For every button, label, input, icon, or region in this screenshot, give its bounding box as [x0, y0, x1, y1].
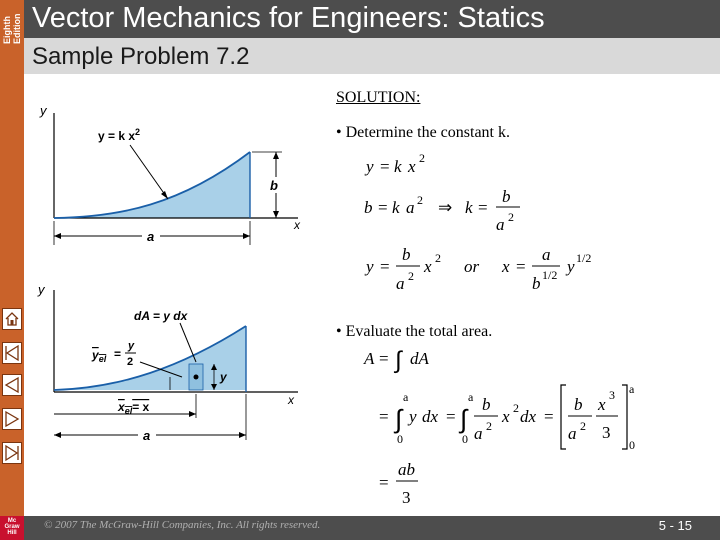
- svg-text:2: 2: [417, 193, 423, 207]
- equations-constant-k: [360, 145, 610, 295]
- svg-text:=: =: [516, 257, 526, 276]
- svg-text:0: 0: [397, 432, 403, 446]
- shaded-area: [54, 152, 250, 218]
- svg-text:3: 3: [602, 423, 611, 442]
- svg-text:y: y: [409, 407, 417, 426]
- first-slide-button[interactable]: [2, 342, 22, 364]
- svg-text:a: a: [629, 382, 635, 396]
- last-slide-button[interactable]: [2, 442, 22, 464]
- y-axis-label: y: [38, 282, 45, 297]
- svg-text:1/2: 1/2: [576, 251, 592, 265]
- next-slide-icon: [3, 409, 21, 429]
- svg-text:b: b: [364, 198, 373, 217]
- eq-y-kx2: [364, 151, 425, 176]
- page-number: 5 - 15: [658, 518, 692, 533]
- svg-text:x: x: [502, 257, 510, 276]
- xel-arrow: [189, 411, 196, 417]
- svg-text:a: a: [474, 424, 483, 443]
- publisher-logo-text: Mc Graw Hill: [4, 518, 20, 536]
- edition-line-2: Edition: [12, 13, 22, 44]
- svg-text:a: a: [406, 198, 415, 217]
- svg-text:=: =: [544, 407, 554, 426]
- dim-a-label: a: [147, 229, 155, 244]
- slide-subtitle: Sample Problem 7.2: [32, 43, 250, 70]
- yel-label: $y_{el}$: [92, 348, 107, 364]
- svg-text:2: 2: [408, 269, 414, 283]
- curve-label-leader: [130, 145, 168, 199]
- svg-text:b: b: [402, 245, 411, 264]
- equations-total-area: [360, 343, 660, 513]
- svg-text:b: b: [502, 187, 511, 206]
- copyright-text: © 2007 The McGraw-Hill Companies, Inc. All rights reserved.: [44, 519, 321, 531]
- svg-text:2: 2: [580, 419, 586, 433]
- svg-text:y: y: [366, 157, 374, 176]
- eq-y-and-x: [364, 245, 591, 293]
- da-leader: [180, 323, 196, 362]
- leader-arrowhead: [161, 191, 168, 199]
- svg-text:k: k: [394, 157, 402, 176]
- title-bar: [24, 0, 720, 38]
- svg-text:dx: dx: [422, 407, 439, 426]
- svg-text:y: y: [366, 257, 374, 276]
- svg-text:=: =: [380, 257, 390, 276]
- svg-text:∫: ∫: [395, 404, 403, 434]
- svg-text:2: 2: [419, 151, 425, 165]
- svg-text:a: a: [396, 274, 405, 293]
- svg-text:x: x: [598, 395, 606, 414]
- edition-sidebar: [0, 0, 24, 540]
- svg-text:a: a: [403, 390, 409, 404]
- yel-numerator: y: [128, 340, 135, 352]
- eq-area-result: [379, 460, 418, 507]
- svg-text:x: x: [502, 407, 510, 426]
- svg-text:0: 0: [462, 432, 468, 446]
- svg-text:3: 3: [402, 488, 411, 507]
- next-slide-button[interactable]: [2, 408, 22, 430]
- svg-text:k: k: [392, 198, 400, 217]
- svg-text:∫: ∫: [395, 347, 402, 374]
- dim-a-arrow-left: [54, 432, 61, 438]
- figure-area-element: [30, 280, 315, 445]
- svg-text:a: a: [568, 424, 577, 443]
- yel-equals: =: [114, 347, 122, 361]
- figure-area-under-curve: [30, 95, 310, 250]
- svg-text:∫: ∫: [460, 404, 468, 434]
- previous-slide-icon: [3, 375, 21, 395]
- svg-text:=: =: [379, 473, 389, 492]
- footer-bar: [24, 516, 720, 540]
- svg-text:3: 3: [609, 388, 615, 402]
- svg-text:or: or: [464, 257, 480, 276]
- svg-text:=: =: [380, 157, 390, 176]
- bullet-evaluate-area: • Evaluate the total area.: [336, 323, 493, 340]
- eq-b-ka2: [364, 187, 520, 234]
- edition-label: [1, 2, 23, 46]
- eq-integral-expansion: [379, 382, 635, 452]
- svg-text:b: b: [482, 395, 491, 414]
- svg-text:dA: dA: [410, 349, 429, 368]
- svg-text:2: 2: [508, 210, 514, 224]
- svg-text:y: y: [567, 257, 575, 276]
- svg-text:=: =: [378, 198, 388, 217]
- svg-text:⇒: ⇒: [438, 198, 453, 217]
- svg-text:2: 2: [435, 251, 441, 265]
- edition-line-1: Eighth: [2, 16, 12, 44]
- svg-text:k: k: [465, 198, 473, 217]
- dim-a-arrow-right: [239, 432, 246, 438]
- svg-text:A: A: [364, 349, 375, 368]
- svg-text:1/2: 1/2: [542, 268, 558, 282]
- svg-text:x: x: [424, 257, 432, 276]
- svg-text:a: a: [468, 390, 474, 404]
- svg-text:b: b: [532, 274, 541, 293]
- previous-slide-button[interactable]: [2, 374, 22, 396]
- svg-text:=: =: [379, 349, 389, 368]
- dim-b-arrow-bottom: [273, 211, 279, 218]
- svg-text:a: a: [496, 215, 505, 234]
- dim-a-label: a: [143, 428, 151, 443]
- svg-text:dx: dx: [520, 407, 537, 426]
- home-button[interactable]: [2, 308, 22, 330]
- xel-label: $x_{el}= x$: [118, 400, 150, 416]
- last-slide-icon: [3, 443, 21, 463]
- dim-a-arrow-right: [243, 233, 250, 239]
- subtitle-bar: [24, 38, 720, 74]
- curve-equation-label: y = k $x^2$: [98, 127, 141, 143]
- first-slide-icon: [3, 343, 21, 363]
- y-dim-label: y: [220, 370, 227, 384]
- svg-text:x: x: [408, 157, 416, 176]
- da-label: dA = y dx: [134, 309, 188, 323]
- svg-text:2: 2: [486, 419, 492, 433]
- svg-text:0: 0: [629, 438, 635, 452]
- x-axis-label: x: [294, 218, 300, 232]
- y-axis-label: y: [40, 103, 47, 118]
- bullet-determine-k: • Determine the constant k.: [336, 124, 510, 141]
- svg-text:=: =: [478, 198, 488, 217]
- home-icon: [3, 309, 21, 329]
- dim-b-label: b: [270, 178, 278, 193]
- svg-text:b: b: [574, 395, 583, 414]
- svg-text:a: a: [542, 245, 551, 264]
- centroid-point: [194, 375, 199, 380]
- publisher-logo: [0, 516, 24, 540]
- x-axis-label: x: [288, 393, 294, 407]
- svg-text:ab: ab: [398, 460, 415, 479]
- svg-text:=: =: [379, 407, 389, 426]
- yel-denominator: 2: [127, 356, 134, 368]
- dim-b-arrow-top: [273, 152, 279, 159]
- eq-a-int-da: [363, 347, 430, 374]
- svg-text:2: 2: [513, 401, 519, 415]
- svg-text:=: =: [446, 407, 456, 426]
- shaded-area: [54, 326, 246, 390]
- page-title: Vector Mechanics for Engineers: Statics: [32, 2, 545, 34]
- solution-heading: SOLUTION:: [336, 89, 421, 106]
- dim-a-arrow-left: [54, 233, 61, 239]
